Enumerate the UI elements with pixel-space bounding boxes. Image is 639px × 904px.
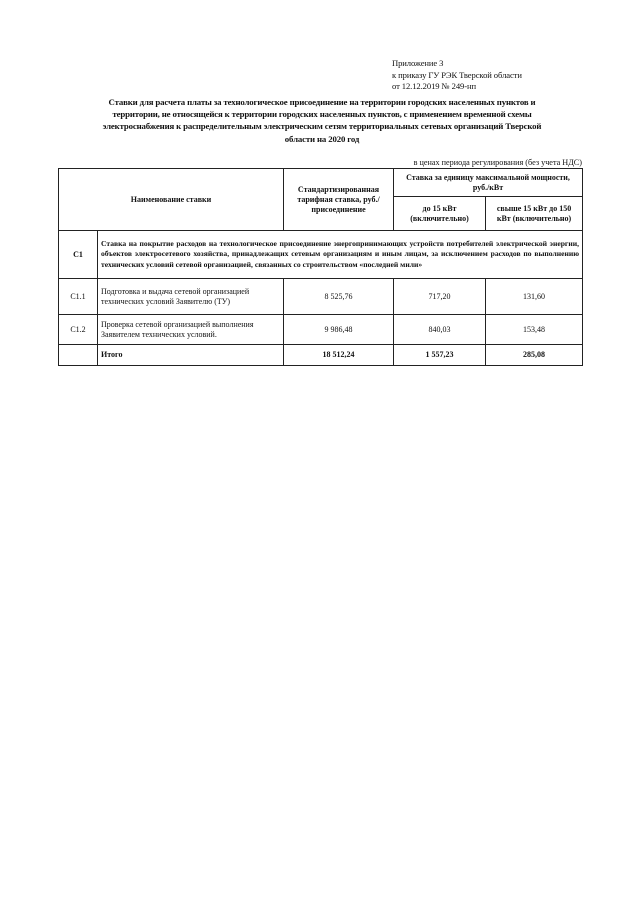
header-name: Наименование ставки	[59, 169, 284, 231]
table-header-row	[59, 169, 583, 197]
header-per-unit-rate: Ставка за единицу максимальной мощности, руб./кВт	[394, 169, 583, 197]
row-code: С1.2	[59, 315, 98, 345]
appendix-reference	[392, 58, 522, 93]
row-code: С1.1	[59, 279, 98, 315]
rates-table	[58, 168, 583, 366]
table-group-row	[59, 231, 583, 279]
title-line: электроснабжения к распределительным электрическим сетям территориальных сетевых организаций Тверской	[102, 121, 542, 132]
header-standard-rate: Стандартизированная тарифная ставка, руб./присоединение	[284, 169, 394, 231]
row-rate-over-15: 131,60	[486, 279, 583, 315]
row-standard-rate: 9 986,48	[284, 315, 394, 345]
row-name: Проверка сетевой организацией выполнения Заявителем технических условий.	[98, 315, 284, 345]
table-total-row	[59, 345, 583, 366]
price-note: в ценах периода регулирования (без учета НДС)	[413, 158, 582, 167]
group-description: Ставка на покрытие расходов на технологическое присоединение энергопринимающих устройств потребителей электрической энергии, объектов электросетевого хозяйства, принадлежащих сетевым организациям и иным лицам, за исключением расходов по выполнению технических условий сетевой организацией, связанных со строительством «последней мили»	[98, 231, 583, 279]
table-row	[59, 315, 583, 345]
table-row	[59, 279, 583, 315]
title-line: территории, не относящейся к территории городских населенных пунктов, с применением временной схемы	[112, 109, 532, 120]
title-line: области на 2020 год	[284, 133, 360, 144]
total-empty-cell	[59, 345, 98, 366]
group-code: С1	[59, 231, 98, 279]
title-line: Ставки для расчета платы за технологическое присоединение на территории городских населенных пунктов и	[108, 97, 536, 107]
header-up-to-15: до 15 кВт (включительно)	[394, 197, 486, 231]
appendix-order: к приказу ГУ РЭК Тверской области	[392, 69, 522, 80]
total-rate-up-to-15: 1 557,23	[394, 345, 486, 366]
total-rate-over-15: 285,08	[486, 345, 583, 366]
row-rate-over-15: 153,48	[486, 315, 583, 345]
appendix-number: Приложение 3	[392, 58, 444, 68]
row-rate-up-to-15: 840,03	[394, 315, 486, 345]
appendix-date: от 12.12.2019 № 249-нп	[392, 81, 477, 91]
row-standard-rate: 8 525,76	[284, 279, 394, 315]
document-title	[62, 96, 582, 145]
total-standard-rate: 18 512,24	[284, 345, 394, 366]
total-label: Итого	[98, 345, 284, 366]
header-over-15: свыше 15 кВт до 150 кВт (включительно)	[486, 197, 583, 231]
row-rate-up-to-15: 717,20	[394, 279, 486, 315]
row-name: Подготовка и выдача сетевой организацией технических условий Заявителю (ТУ)	[98, 279, 284, 315]
